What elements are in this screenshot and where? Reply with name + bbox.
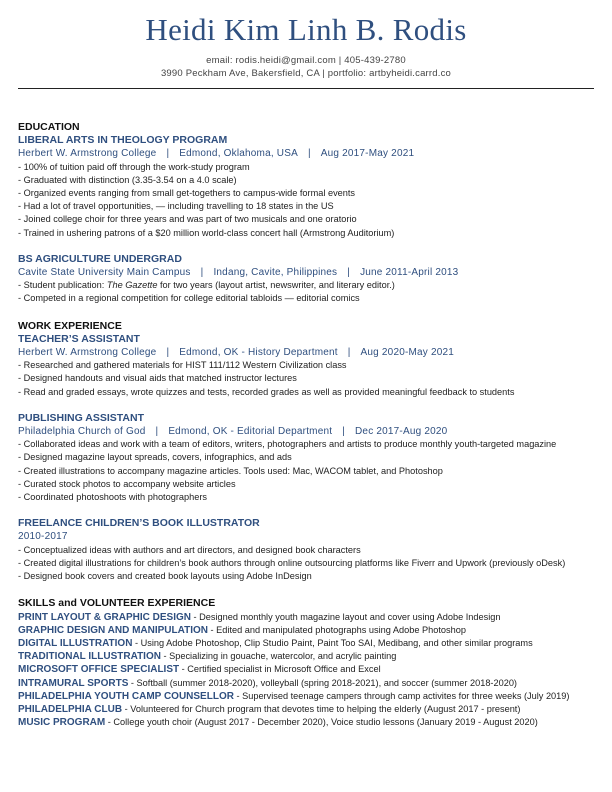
skill-description: - Softball (summer 2018-2020), volleyball (spring 2018-2021), and soccer (summer 2018-2020) [128, 677, 517, 688]
entry-bullet: - Had a lot of travel opportunities, — including travelling to 18 states in the US [18, 201, 334, 212]
entry-dates: 2010-2017 [18, 531, 68, 543]
entry-bullet: - 100% of tuition paid off through the work-study program [18, 161, 250, 172]
skill-name: DIGITAL ILLUSTRATION [18, 637, 133, 649]
entry-bullet: - Collaborated ideas and work with a team of editors, writers, photographers and artists to produce monthly youth-targeted magazine [18, 439, 557, 450]
entry-bullet: - Designed book covers and created book layouts using Adobe InDesign [18, 571, 312, 582]
entry-meta: Cavite State University Main Campus | Indang, Cavite, Philippines | June 2011-April 2013 [18, 267, 459, 279]
entry-bullet: - Researched and gathered materials for HIST 111/112 Western Civilization class [18, 360, 347, 371]
entry-dates: Aug 2017-May 2021 [320, 148, 415, 160]
skill-name: MUSIC PROGRAM [18, 717, 106, 729]
entry-bullet: - Read and graded essays, wrote quizzes and tests, recorded grades as well as provided meaningful feedback to students [18, 386, 515, 397]
entry-title: TEACHER’S ASSISTANT [18, 332, 140, 345]
skill-name: INTRAMURAL SPORTS [18, 677, 129, 689]
skill-item [18, 690, 594, 703]
skill-name: TRADITIONAL ILLUSTRATION [18, 651, 161, 663]
skill-description: - Certified specialist in Microsoft Office and Excel [179, 664, 381, 675]
entry-organization: Herbert W. Armstrong College [18, 148, 157, 160]
entry-location: Indang, Cavite, Philippines [213, 267, 338, 279]
skill-item [18, 677, 594, 690]
entry-meta: Herbert W. Armstrong College | Edmond, OK - History Department | Aug 2020-May 2021 [18, 347, 455, 359]
skill-item [18, 611, 594, 624]
skill-name: PHILADELPHIA YOUTH CAMP COUNSELLOR [18, 690, 234, 702]
entry-bullet-publication: - Student publication: The Gazette for two years (layout artist, newswriter, and literary editor.) [18, 280, 395, 291]
entry-bullet: - Designed magazine layout spreads, covers, infographics, and ads [18, 452, 292, 463]
work-heading: WORK EXPERIENCE [18, 319, 122, 332]
entry-location: Edmond, OK - Editorial Department [168, 426, 333, 438]
entry-bullet: - Designed handouts and visual aids that matched instructor lectures [18, 373, 297, 384]
entry-bullet: - Coordinated photoshoots with photographers [18, 492, 207, 503]
entry-meta: Herbert W. Armstrong College | Edmond, Oklahoma, USA | Aug 2017-May 2021 [18, 148, 415, 160]
entry-meta: Philadelphia Church of God | Edmond, OK - Editorial Department | Dec 2017-Aug 2020 [18, 426, 448, 438]
skill-description: - Edited and manipulated photographs using Adobe Photoshop [208, 624, 466, 635]
resume-page [18, 0, 594, 729]
entry-title: FREELANCE CHILDREN’S BOOK ILLUSTRATOR [18, 517, 260, 530]
entry-bullet: - Competed in a regional competition for college editorial tabloids — editorial comics [18, 293, 360, 304]
skill-item [18, 663, 594, 676]
entry-title: LIBERAL ARTS IN THEOLOGY PROGRAM [18, 134, 228, 147]
entry-bullet: - Conceptualized ideas with authors and art directors, and designed book characters [18, 544, 361, 555]
entry-bullet: - Graduated with distinction (3.35-3.54 on a 4.0 scale) [18, 174, 237, 185]
skill-item [18, 650, 594, 663]
entry-location: Edmond, OK - History Department [179, 347, 338, 359]
entry-bullet: - Organized events ranging from small get-togethers to campus-wide formal events [18, 188, 356, 199]
skill-description: - Volunteered for Church program that devotes time to helping the elderly (August 2017 - present) [122, 703, 521, 714]
skill-item [18, 637, 594, 650]
skill-description: - Supervised teenage campers through camp activites for three weeks (July 2019) [233, 690, 570, 701]
entry-bullet: - Created digital illustrations for children’s book authors through online outsourcing platforms like Fiverr and Upwork (previously oDesk) [18, 557, 566, 568]
skill-name: PHILADELPHIA CLUB [18, 703, 123, 715]
entry-bullet: - Curated stock photos to accompany website articles [18, 478, 236, 489]
skill-description: - Designed monthly youth magazine layout and cover using Adobe Indesign [190, 611, 501, 622]
resume-name: Heidi Kim Linh B. Rodis [145, 12, 467, 47]
skill-description: - Specializing in gouache, watercolor, and acrylic painting [160, 651, 397, 662]
contact-line-email-phone: email: rodis.heidi@gmail.com | 405-439-2780 [206, 55, 406, 66]
entry-bullet: - Created illustrations to accompany magazine articles. Tools used: Mac, WACOM tablet, and Photoshop [18, 465, 443, 476]
entry-dates: June 2011-April 2013 [360, 267, 459, 279]
skill-item [18, 624, 594, 637]
skill-name: GRAPHIC DESIGN AND MANIPULATION [18, 624, 208, 636]
skill-item [18, 716, 594, 729]
publication-title: The Gazette [106, 280, 158, 291]
entry-title: BS AGRICULTURE UNDERGRAD [18, 252, 182, 265]
entry-title: PUBLISHING ASSISTANT [18, 411, 145, 424]
entry-bullet: - Trained in ushering patrons of a $20 million world-class concert hall (Armstrong Auditorium) [18, 227, 395, 238]
entry-location: Edmond, Oklahoma, USA [179, 148, 298, 160]
skill-description: - College youth choir (August 2017 - December 2020), Voice studio lessons (January 2019 - August 2020) [105, 717, 538, 728]
entry-organization: Philadelphia Church of God [18, 426, 146, 438]
skill-item [18, 703, 594, 716]
skill-description: - Using Adobe Photoshop, Clip Studio Paint, Paint Too SAI, Medibang, and other similar programs [132, 637, 533, 648]
entry-dates: Dec 2017-Aug 2020 [355, 426, 448, 438]
skill-name: MICROSOFT OFFICE SPECIALIST [18, 664, 180, 676]
education-heading: EDUCATION [18, 121, 80, 133]
entry-bullet: - Joined college choir for three years and was part of two musicals and one oratorio [18, 214, 357, 225]
entry-organization: Herbert W. Armstrong College [18, 347, 157, 359]
entry-dates: Aug 2020-May 2021 [360, 347, 455, 359]
contact-line-address-portfolio: 3990 Peckham Ave, Bakersfield, CA | portfolio: artbyheidi.carrd.co [160, 68, 452, 79]
skill-name: PRINT LAYOUT & GRAPHIC DESIGN [18, 611, 191, 623]
entry-organization: Cavite State University Main Campus [18, 267, 191, 279]
skills-heading: SKILLS and VOLUNTEER EXPERIENCE [18, 597, 216, 610]
